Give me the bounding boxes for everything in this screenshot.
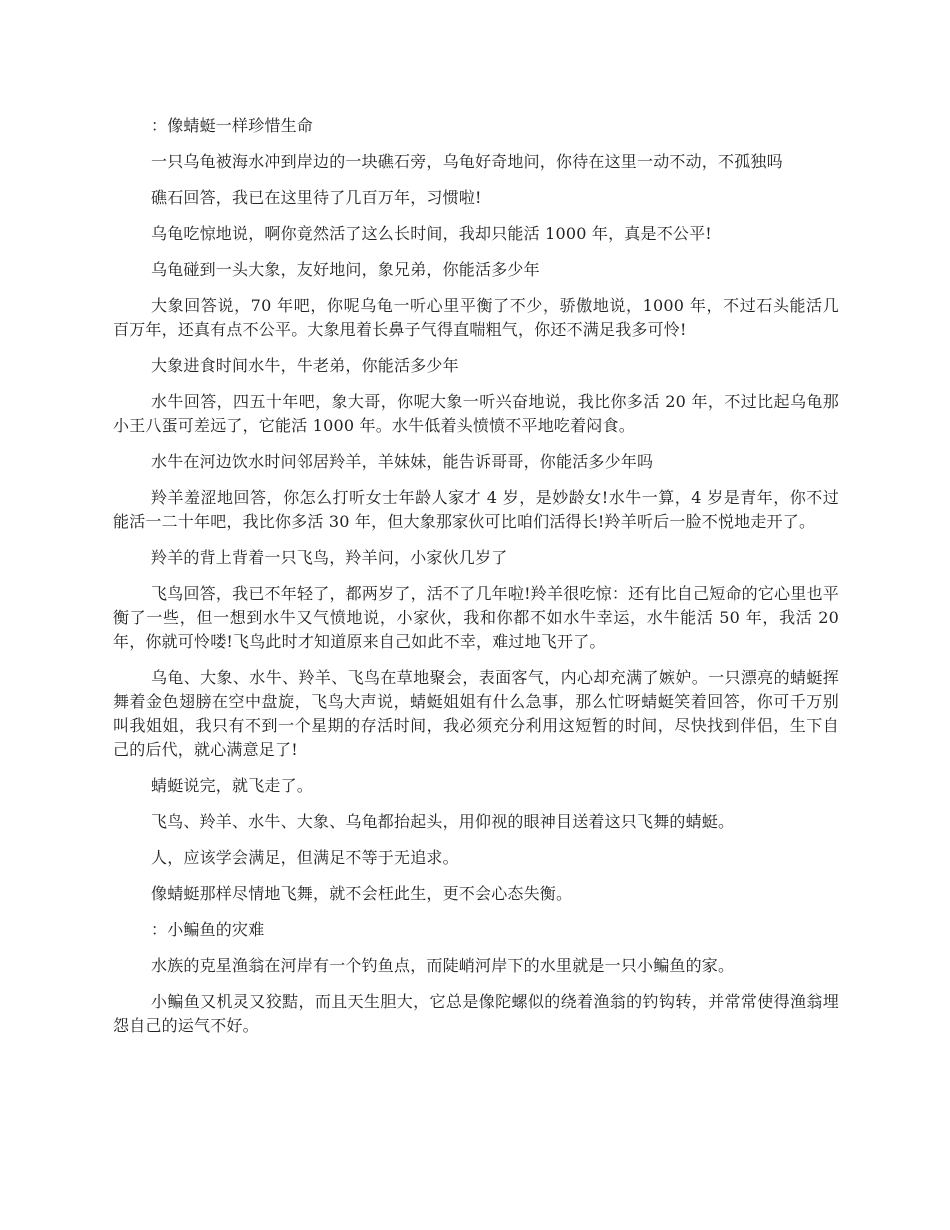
paragraph: 羚羊羞涩地回答，你怎么打听女士年龄人家才 4 岁，是妙龄女!水牛一算，4 岁是青年，你不过能活一二十年吧，我比你多活 30 年，但大象那家伙可比咱们活得长!羚羊听后一脸不悦地走开了。 [113, 488, 839, 531]
paragraph: 大象进食时间水牛，牛老弟，你能活多少年 [151, 356, 459, 375]
paragraph: 羚羊的背上背着一只飞鸟，羚羊问，小家伙几岁了 [151, 548, 508, 567]
paragraph: 一只乌龟被海水冲到岸边的一块礁石旁，乌龟好奇地问，你待在这里一动不动，不孤独吗 [151, 152, 783, 171]
paragraph: 人，应该学会满足，但满足不等于无追求。 [151, 848, 459, 867]
paragraph: 飞鸟回答，我已不年轻了，都两岁了，活不了几年啦!羚羊很吃惊：还有比自己短命的它心里也平衡了一些，但一想到水牛又气愤地说，小家伙，我和你都不如水牛幸运，水牛能活 50 年，我活 20 年，你就可怜喽!飞鸟此时才知道原来自己如此不幸，难过地飞开了。 [113, 584, 839, 651]
paragraph: 水牛在河边饮水时问邻居羚羊，羊妹妹，能告诉哥哥，你能活多少年吗 [151, 452, 654, 471]
paragraph: 蜻蜓说完，就飞走了。 [151, 776, 314, 795]
paragraph: 乌龟、大象、水牛、羚羊、飞鸟在草地聚会，表面客气，内心却充满了嫉妒。一只漂亮的蜻蜓挥舞着金色翅膀在空中盘旋，飞鸟大声说，蜻蜓姐姐有什么急事，那么忙呀蜻蜓笑着回答，你可千万别叫我姐姐，我只有不到一个星期的存活时间，我必须充分利用这短暂的时间，尽快找到伴侣，生下自己的后代，就心满意足了! [113, 668, 839, 759]
paragraph: 乌龟吃惊地说，啊你竟然活了这么长时间，我却只能活 1000 年，真是不公平! [151, 224, 712, 243]
paragraph: 小鳊鱼又机灵又狡黠，而且天生胆大，它总是像陀螺似的绕着渔翁的钓钩转，并常常使得渔翁埋怨自己的运气不好。 [113, 992, 839, 1035]
section-heading: ：像蜻蜓一样珍惜生命 [151, 116, 314, 135]
paragraph: 水牛回答，四五十年吧，象大哥，你呢大象一听兴奋地说，我比你多活 20 年，不过比起乌龟那小王八蛋可差远了，它能活 1000 年。水牛低着头愤愤不平地吃着闷食。 [113, 392, 839, 435]
paragraph: 大象回答说，70 年吧，你呢乌龟一听心里平衡了不少，骄傲地说，1000 年，不过石头能活几百万年，还真有点不公平。大象甩着长鼻子气得直喘粗气，你还不满足我多可怜! [113, 296, 839, 339]
paragraph: 礁石回答，我已在这里待了几百万年，习惯啦! [151, 188, 482, 207]
paragraph: 飞鸟、羚羊、水牛、大象、乌龟都抬起头，用仰视的眼神目送着这只飞舞的蜻蜓。 [151, 812, 735, 831]
section-heading: ：小鳊鱼的灾难 [151, 920, 265, 939]
paragraph: 水族的克星渔翁在河岸有一个钓鱼点，而陡峭河岸下的水里就是一只小鳊鱼的家。 [151, 956, 735, 975]
paragraph: 像蜻蜓那样尽情地飞舞，就不会枉此生，更不会心态失衡。 [151, 884, 573, 903]
document-body [113, 114, 839, 1050]
paragraph: 乌龟碰到一头大象，友好地问，象兄弟，你能活多少年 [151, 260, 540, 279]
